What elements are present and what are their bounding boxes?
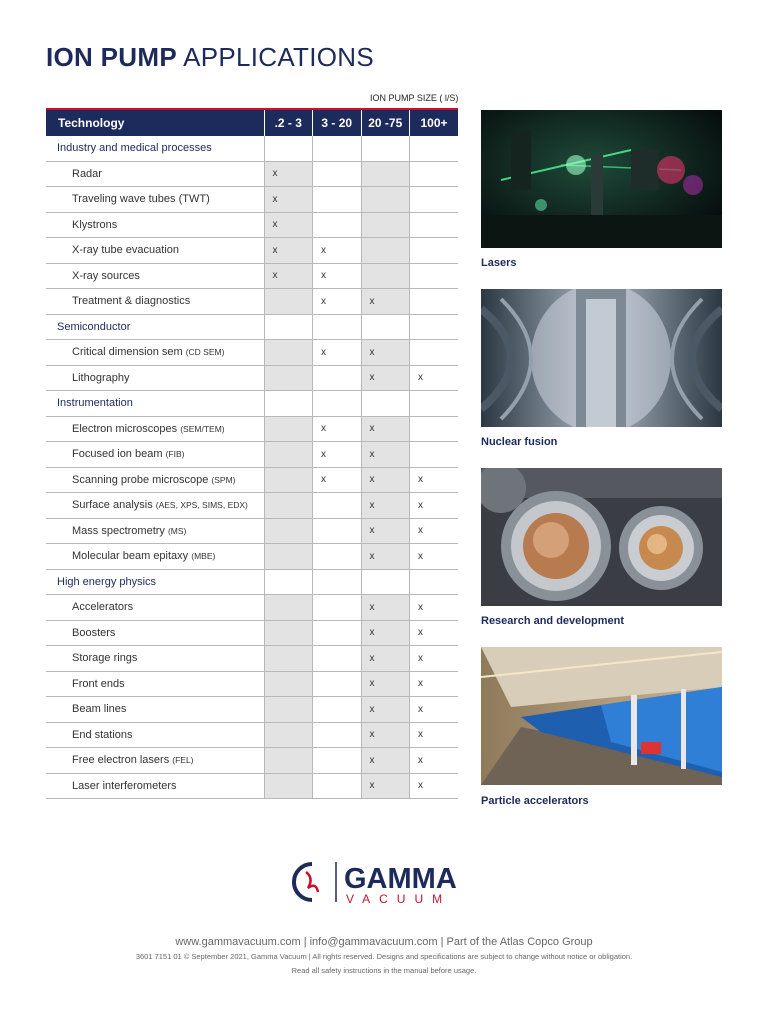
table-row [46, 595, 458, 621]
application-name-text: Boosters [72, 626, 116, 639]
application-name [46, 238, 264, 264]
application-abbreviation: (AES, XPS, SIMS, EDX) [155, 500, 248, 511]
size-mark-cell: x [361, 340, 410, 366]
size-mark-cell: x [361, 697, 410, 723]
size-mark-cell: x [410, 467, 459, 493]
category-label [46, 136, 264, 161]
size-mark-cell [313, 187, 362, 213]
size-mark-cell [264, 646, 313, 672]
size-mark-cell: x [410, 544, 459, 570]
application-name-text: Laser interferometers [72, 779, 177, 792]
size-mark-cell: x [264, 161, 313, 187]
size-mark-cell: x [410, 773, 459, 799]
size-mark-cell: x [313, 442, 362, 468]
size-mark-cell [361, 569, 410, 595]
caption-research: Research and development [481, 615, 625, 627]
application-name-text: Critical dimension sem [72, 346, 186, 359]
size-mark-cell [313, 493, 362, 519]
header-technology: Technology [46, 110, 264, 136]
size-mark-cell: x [264, 263, 313, 289]
size-mark-cell: x [313, 263, 362, 289]
application-name [46, 697, 264, 723]
application-name-text: End stations [72, 728, 133, 741]
logo-word-vacuum: VACUUM [346, 892, 452, 906]
size-mark-cell: x [313, 289, 362, 315]
table-row [46, 289, 458, 315]
size-mark-cell: x [361, 595, 410, 621]
table-row [46, 187, 458, 213]
size-mark-cell: x [361, 748, 410, 774]
application-name [46, 544, 264, 570]
application-abbreviation: (FEL) [172, 755, 194, 766]
size-mark-cell [361, 263, 410, 289]
size-mark-cell: x [410, 671, 459, 697]
size-mark-cell: x [361, 467, 410, 493]
fusion-reactor-photo [481, 289, 722, 427]
size-mark-cell [361, 391, 410, 417]
application-name-text: Klystrons [72, 218, 118, 231]
size-mark-cell: x [313, 238, 362, 264]
application-name [46, 212, 264, 238]
application-abbreviation: (MS) [167, 525, 187, 536]
size-mark-cell [264, 416, 313, 442]
application-name-text: Focused ion beam [72, 448, 166, 461]
size-mark-cell [313, 212, 362, 238]
table-row [46, 697, 458, 723]
application-name [46, 340, 264, 366]
table-row [46, 722, 458, 748]
size-mark-cell: x [361, 365, 410, 391]
size-mark-cell [313, 620, 362, 646]
application-name [46, 646, 264, 672]
size-mark-cell [264, 773, 313, 799]
size-mark-cell [313, 544, 362, 570]
size-mark-cell [313, 391, 362, 417]
header-size-2: 3 - 20 [313, 110, 362, 136]
size-mark-cell [264, 136, 313, 161]
caption-particle-accelerators: Particle accelerators [481, 795, 589, 807]
size-mark-cell [361, 238, 410, 264]
header-size-3: 20 -75 [361, 110, 410, 136]
size-mark-cell [410, 442, 459, 468]
application-abbreviation: (SEM/TEM) [180, 423, 225, 434]
size-mark-cell [264, 365, 313, 391]
size-mark-cell [313, 773, 362, 799]
size-mark-cell: x [313, 340, 362, 366]
size-mark-cell [264, 671, 313, 697]
table-row [46, 467, 458, 493]
size-mark-cell: x [410, 595, 459, 621]
gamma-vacuum-logo [290, 858, 480, 906]
category-label [46, 314, 264, 340]
application-name [46, 416, 264, 442]
size-mark-cell: x [313, 416, 362, 442]
footer-copyright: 3601 7151 01 © September 2021, Gamma Vacuum | All rights reserved. Designs and specifications are subject to change without notice or obligation. [135, 952, 633, 961]
size-mark-cell: x [361, 544, 410, 570]
footer-safety-note: Read all safety instructions in the manual before usage. [291, 966, 477, 975]
application-name-text: Beam lines [72, 703, 127, 716]
application-name-text: Storage rings [72, 652, 138, 665]
size-mark-cell: x [361, 671, 410, 697]
size-mark-cell [410, 416, 459, 442]
table-row [46, 340, 458, 366]
size-mark-cell [264, 518, 313, 544]
table-header-row [46, 110, 458, 136]
size-mark-cell [264, 620, 313, 646]
header-size-4: 100+ [410, 110, 459, 136]
table-row [46, 161, 458, 187]
logo-word-gamma: GAMMA [344, 863, 457, 895]
size-mark-cell [361, 161, 410, 187]
size-mark-cell: x [264, 238, 313, 264]
size-mark-cell [410, 136, 459, 161]
category-row [46, 569, 458, 595]
application-name [46, 467, 264, 493]
size-mark-cell [410, 314, 459, 340]
application-name-text: Industry and medical processes [57, 142, 212, 155]
size-mark-cell [361, 212, 410, 238]
table-row [46, 773, 458, 799]
application-name [46, 595, 264, 621]
category-label [46, 569, 264, 595]
table-row [46, 416, 458, 442]
size-mark-cell: x [313, 467, 362, 493]
size-mark-cell [313, 161, 362, 187]
size-mark-cell [264, 697, 313, 723]
application-name [46, 365, 264, 391]
page-title: ION PUMP APPLICATIONS [46, 42, 375, 72]
size-mark-cell [313, 722, 362, 748]
application-abbreviation: (FIB) [165, 449, 185, 460]
size-mark-cell: x [361, 442, 410, 468]
size-mark-cell: x [361, 620, 410, 646]
application-name-text: Radar [72, 167, 102, 180]
footer-contact: www.gammavacuum.com | info@gammavacuum.com | Part of the Atlas Copco Group [175, 936, 593, 948]
category-row [46, 136, 458, 161]
table-row [46, 748, 458, 774]
size-mark-cell [410, 263, 459, 289]
pump-size-label: ION PUMP SIZE ( l/S) [370, 93, 459, 103]
size-mark-cell [264, 569, 313, 595]
application-abbreviation: (SPM) [211, 474, 236, 485]
application-name-text: Molecular beam epitaxy [72, 550, 192, 563]
application-name-text: High energy physics [57, 575, 157, 588]
size-mark-cell [264, 493, 313, 519]
size-mark-cell: x [410, 365, 459, 391]
size-mark-cell: x [361, 493, 410, 519]
caption-nuclear-fusion: Nuclear fusion [481, 436, 558, 448]
size-mark-cell [313, 518, 362, 544]
application-name-text: Surface analysis [72, 499, 156, 512]
category-row [46, 314, 458, 340]
application-name [46, 748, 264, 774]
header-size-1: .2 - 3 [264, 110, 313, 136]
application-name [46, 620, 264, 646]
application-name [46, 289, 264, 315]
table-row [46, 671, 458, 697]
size-mark-cell: x [410, 493, 459, 519]
application-name-text: Traveling wave tubes (TWT) [72, 193, 210, 206]
application-abbreviation: (CD SEM) [185, 347, 225, 358]
application-name-text: Mass spectrometry [72, 524, 168, 537]
size-mark-cell [410, 391, 459, 417]
size-mark-cell: x [361, 722, 410, 748]
application-name-text: Instrumentation [57, 397, 133, 410]
size-mark-cell [264, 467, 313, 493]
application-abbreviation: (MBE) [191, 551, 216, 562]
size-mark-cell: x [410, 748, 459, 774]
size-mark-cell [410, 212, 459, 238]
size-mark-cell [264, 748, 313, 774]
laser-lab-photo [481, 110, 722, 248]
size-mark-cell [264, 544, 313, 570]
table-row [46, 212, 458, 238]
application-name-text: Semiconductor [57, 320, 131, 333]
size-mark-cell [313, 365, 362, 391]
application-name-text: X-ray tube evacuation [72, 244, 180, 257]
size-mark-cell [313, 697, 362, 723]
caption-lasers: Lasers [481, 257, 517, 269]
category-row [46, 391, 458, 417]
size-mark-cell [264, 595, 313, 621]
application-name [46, 722, 264, 748]
application-name-text: Free electron lasers [72, 754, 173, 767]
application-name-text: Accelerators [72, 601, 134, 614]
size-mark-cell [361, 314, 410, 340]
size-mark-cell [410, 187, 459, 213]
vacuum-chamber-photo [481, 468, 722, 606]
size-mark-cell [264, 314, 313, 340]
size-mark-cell: x [410, 620, 459, 646]
size-mark-cell: x [361, 646, 410, 672]
size-mark-cell [410, 340, 459, 366]
size-mark-cell: x [264, 212, 313, 238]
table-row [46, 620, 458, 646]
application-name-text: Electron microscopes [72, 422, 181, 435]
application-name-text: Treatment & diagnostics [72, 295, 191, 308]
size-mark-cell [313, 671, 362, 697]
application-name-text: Front ends [72, 677, 125, 690]
size-mark-cell [313, 748, 362, 774]
table-row [46, 442, 458, 468]
table-row [46, 365, 458, 391]
applications-table [46, 110, 458, 799]
size-mark-cell: x [361, 773, 410, 799]
size-mark-cell: x [361, 518, 410, 544]
accelerator-tunnel-photo [481, 647, 722, 785]
size-mark-cell: x [410, 646, 459, 672]
size-mark-cell [410, 238, 459, 264]
application-name-text: Scanning probe microscope [72, 473, 212, 486]
size-mark-cell: x [264, 187, 313, 213]
size-mark-cell [410, 289, 459, 315]
size-mark-cell [361, 136, 410, 161]
table-row [46, 544, 458, 570]
size-mark-cell [313, 646, 362, 672]
size-mark-cell [264, 289, 313, 315]
application-name [46, 493, 264, 519]
application-name [46, 187, 264, 213]
size-mark-cell: x [410, 722, 459, 748]
table-row [46, 238, 458, 264]
size-mark-cell: x [410, 697, 459, 723]
application-name-text: Lithography [72, 371, 130, 384]
size-mark-cell [410, 161, 459, 187]
category-label [46, 391, 264, 417]
size-mark-cell [264, 442, 313, 468]
size-mark-cell [264, 391, 313, 417]
size-mark-cell [361, 187, 410, 213]
table-row [46, 646, 458, 672]
application-name [46, 671, 264, 697]
size-mark-cell [313, 136, 362, 161]
size-mark-cell [264, 722, 313, 748]
application-name [46, 263, 264, 289]
application-name [46, 442, 264, 468]
size-mark-cell [264, 340, 313, 366]
size-mark-cell [313, 569, 362, 595]
application-name [46, 773, 264, 799]
size-mark-cell [410, 569, 459, 595]
size-mark-cell [313, 314, 362, 340]
application-name [46, 518, 264, 544]
size-mark-cell [313, 595, 362, 621]
application-name-text: X-ray sources [72, 269, 140, 282]
size-mark-cell: x [361, 289, 410, 315]
size-mark-cell: x [361, 416, 410, 442]
application-name [46, 161, 264, 187]
table-row [46, 518, 458, 544]
table-row [46, 493, 458, 519]
table-row [46, 263, 458, 289]
size-mark-cell: x [410, 518, 459, 544]
